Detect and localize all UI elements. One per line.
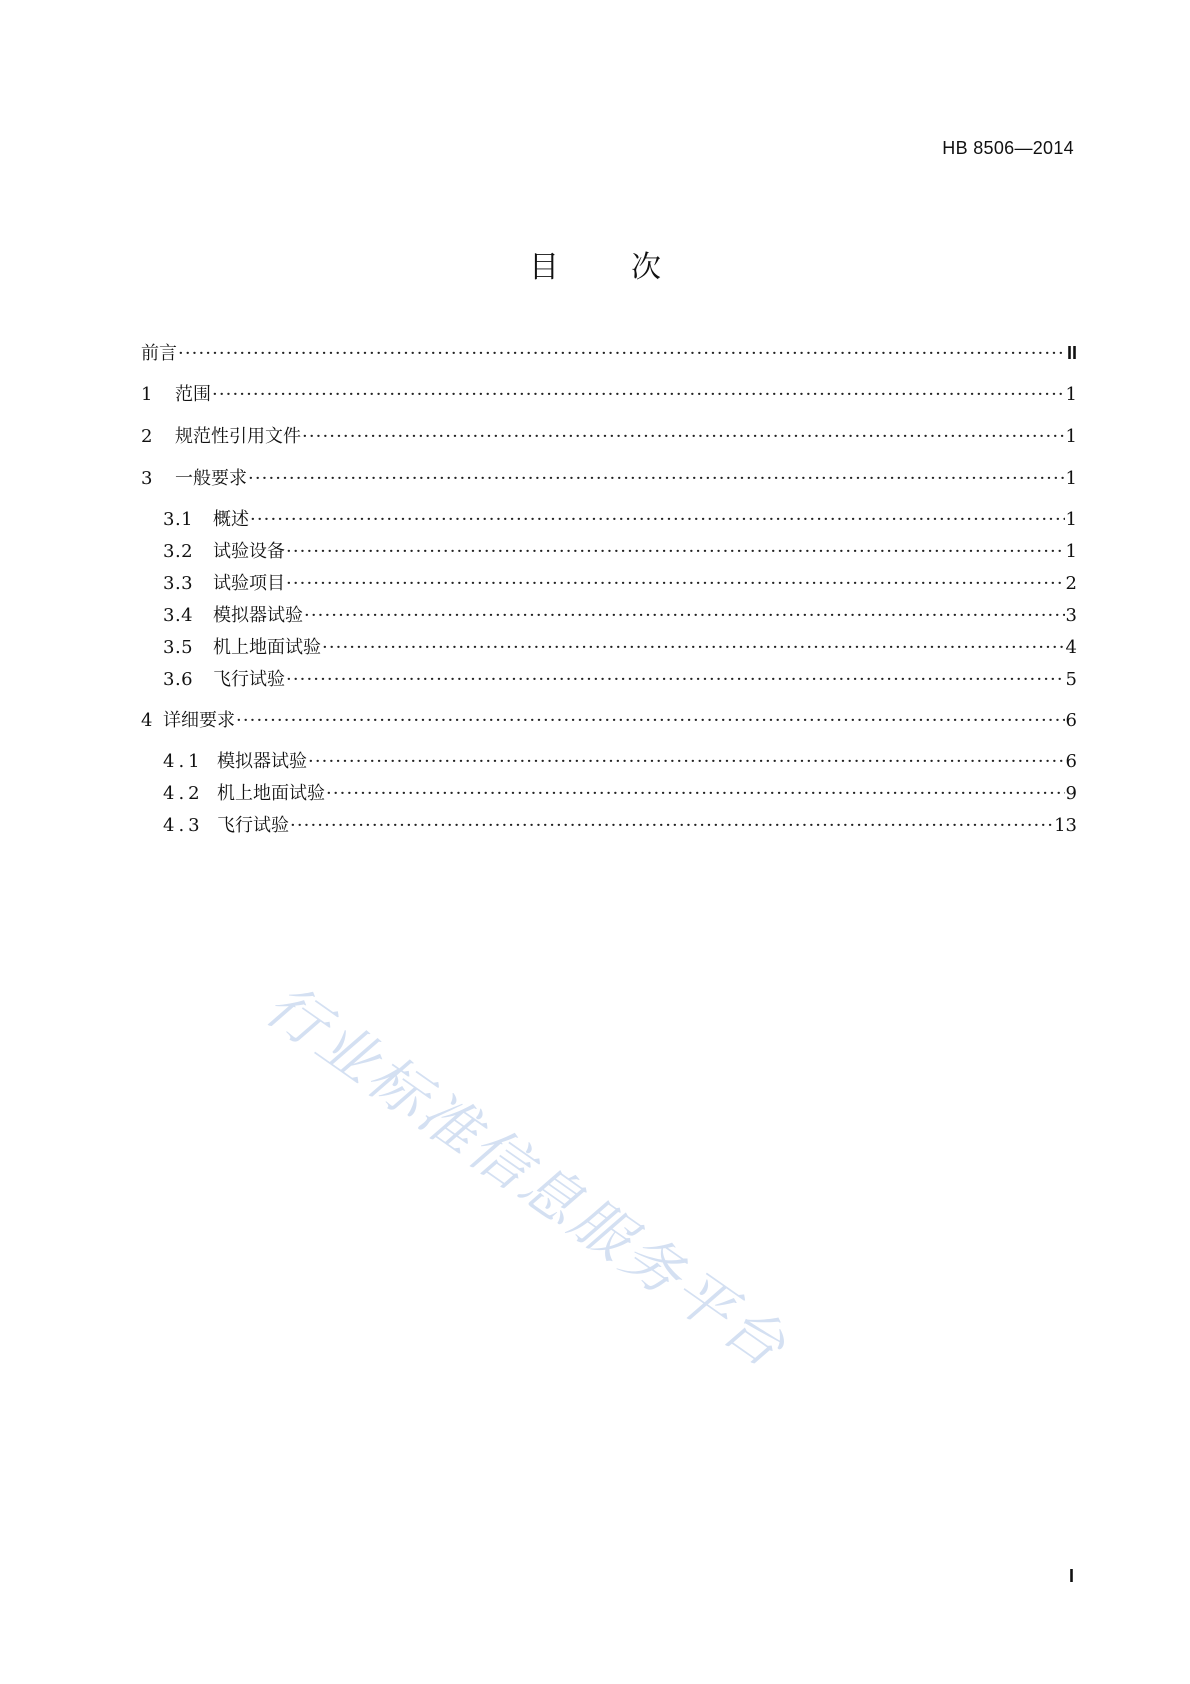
toc-entry-page: 9 <box>1065 783 1077 804</box>
toc-entry-3-3[interactable] <box>141 568 1077 600</box>
toc-title <box>0 242 1190 286</box>
toc-entry-label: 前言 <box>141 343 177 364</box>
toc-entry-page: 1 <box>1065 541 1077 562</box>
toc-leader-dots <box>286 664 1065 696</box>
toc-entry-number: 3.2 <box>163 541 194 562</box>
toc-entry-label: 详细要求 <box>163 710 235 731</box>
toc-entry-2[interactable] <box>141 422 1077 452</box>
toc-entry-page: 2 <box>1065 573 1077 594</box>
toc-entry-number: 2 <box>141 426 153 447</box>
toc-entry-number: 4.3 <box>163 815 204 836</box>
toc-leader-dots <box>322 632 1065 664</box>
toc-entry-3-5[interactable] <box>141 632 1077 664</box>
toc-entry-label: 试验设备 <box>213 541 285 562</box>
toc-title-char-2: 次 <box>631 250 661 285</box>
toc-leader-dots <box>248 464 1065 494</box>
toc-entry-label: 试验项目 <box>213 573 285 594</box>
toc-entry-label: 范围 <box>175 384 211 405</box>
toc-entry-number: 3.5 <box>163 637 194 658</box>
toc-leader-dots <box>286 568 1065 600</box>
toc-leader-dots <box>290 810 1053 842</box>
toc-entry-3-6[interactable] <box>141 664 1077 696</box>
toc-entry-number: 3 <box>141 468 153 489</box>
toc-leader-dots <box>302 422 1065 452</box>
table-of-contents <box>141 338 1077 842</box>
document-code: HB 8506—2014 <box>942 138 1074 158</box>
toc-entry-page: 1 <box>1065 509 1077 530</box>
toc-entry-page: 5 <box>1065 669 1077 690</box>
toc-entry-number: 3.6 <box>163 669 194 690</box>
toc-entry-page: 13 <box>1054 815 1077 836</box>
toc-entry-number: 3.4 <box>163 605 194 626</box>
toc-entry-1[interactable] <box>141 380 1077 410</box>
toc-entry-label: 概述 <box>213 509 249 530</box>
toc-entry-page: 4 <box>1065 637 1077 658</box>
toc-entry-label: 机上地面试验 <box>217 783 325 804</box>
toc-entry-4-1[interactable] <box>141 746 1077 778</box>
toc-entry-4-3[interactable] <box>141 810 1077 842</box>
toc-entry-number: 3.1 <box>163 509 194 530</box>
toc-title-char-1: 目 <box>529 250 559 285</box>
toc-leader-dots <box>212 380 1065 410</box>
toc-entry-number: 4.2 <box>163 783 204 804</box>
toc-leader-dots <box>304 600 1065 632</box>
toc-leader-dots <box>308 746 1065 778</box>
toc-entry-page: 3 <box>1065 605 1077 626</box>
watermark: 行业标准信息服务平台 <box>253 970 801 1382</box>
toc-entry-label: 模拟器试验 <box>217 751 307 772</box>
page-number: I <box>1068 1566 1074 1586</box>
toc-leader-dots <box>286 536 1065 568</box>
toc-entry-number: 1 <box>141 384 153 405</box>
toc-entry-3-1[interactable] <box>141 504 1077 536</box>
toc-leader-dots <box>250 504 1065 536</box>
toc-entry-label: 规范性引用文件 <box>175 426 301 447</box>
toc-entry-page: 1 <box>1065 384 1077 405</box>
toc-entry-page: 6 <box>1065 710 1077 731</box>
toc-entry-4-2[interactable] <box>141 778 1077 810</box>
toc-entry-3[interactable] <box>141 464 1077 494</box>
toc-entry-number: 3.3 <box>163 573 194 594</box>
toc-entry-label: 飞行试验 <box>213 669 285 690</box>
toc-entry-number: 4 <box>141 710 153 731</box>
toc-leader-dots <box>326 778 1065 810</box>
toc-entry-page: II <box>1066 343 1077 363</box>
toc-entry-4[interactable] <box>141 706 1077 736</box>
toc-entry-foreword[interactable] <box>141 338 1077 368</box>
toc-entry-label: 一般要求 <box>175 468 247 489</box>
toc-leader-dots <box>236 706 1065 736</box>
toc-entry-number: 4.1 <box>163 751 204 772</box>
toc-leader-dots <box>178 339 1066 369</box>
toc-entry-page: 6 <box>1065 751 1077 772</box>
toc-entry-label: 模拟器试验 <box>213 605 303 626</box>
toc-entry-label: 飞行试验 <box>217 815 289 836</box>
toc-entry-page: 1 <box>1065 468 1077 489</box>
toc-entry-3-4[interactable] <box>141 600 1077 632</box>
toc-entry-3-2[interactable] <box>141 536 1077 568</box>
toc-entry-label: 机上地面试验 <box>213 637 321 658</box>
toc-entry-page: 1 <box>1065 426 1077 447</box>
